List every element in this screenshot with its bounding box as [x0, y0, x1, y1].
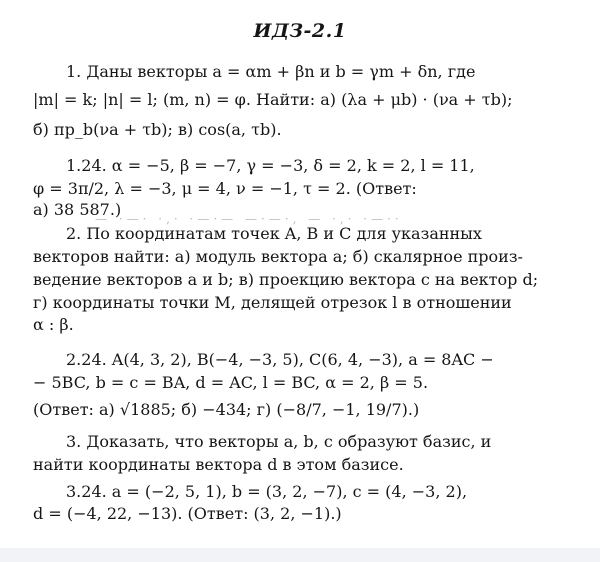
problem-3-24-line-2: d = (−4, 22, −13). (Ответ: (3, 2, −1).) [33, 504, 342, 523]
problem-1-24-answer: а) 38 587.) [33, 200, 122, 219]
problem-3-24-line-1: 3.24. a = (−2, 5, 1), b = (3, 2, −7), c = (4, −3, 2), [66, 482, 468, 501]
bottom-band [0, 548, 600, 562]
faded-print-through: — ·—· ·,· ·—·— —·—·, — ·,· ·—·· [95, 212, 403, 226]
problem-1-line-2: |m| = k; |n| = l; (m, n) = φ. Найти: а) (λa + μb) · (νa + τb); [33, 90, 513, 109]
problem-1-line-1: 1. Даны векторы a = αm + βn и b = γm + δn, где [66, 62, 476, 81]
problem-2-line-2: векторов найти: а) модуль вектора a; б) скалярное произ- [33, 247, 523, 266]
problem-2-24-answer: (Ответ: а) √1885; б) −434; г) (−8/7, −1, 19/7).) [33, 400, 420, 419]
problem-3-line-1: 3. Доказать, что векторы a, b, c образуют базис, и [66, 432, 492, 451]
problem-3-line-2: найти координаты вектора d в этом базисе. [33, 455, 404, 474]
problem-1-line-3: б) пр_b(νa + τb); в) cos(a, τb). [33, 120, 282, 139]
problem-2-line-1: 2. По координатам точек A, B и C для указанных [66, 224, 482, 243]
problem-1-24-line-2: φ = 3π/2, λ = −3, μ = 4, ν = −1, τ = 2. (Ответ: [33, 179, 417, 198]
problem-2-line-5: α : β. [33, 315, 74, 334]
problem-2-24-line-1: 2.24. A(4, 3, 2), B(−4, −3, 5), C(6, 4, −3), a = 8AC − [66, 350, 494, 369]
problem-1-24-line-1: 1.24. α = −5, β = −7, γ = −3, δ = 2, k = 2, l = 11, [66, 156, 475, 175]
page-title: ИДЗ-2.1 [253, 20, 347, 42]
problem-2-line-4: г) координаты точки M, делящей отрезок l в отношении [33, 293, 512, 312]
problem-2-line-3: ведение векторов a и b; в) проекцию вектора c на вектор d; [33, 270, 539, 289]
problem-2-24-line-2: − 5BC, b = c = BA, d = AC, l = BC, α = 2, β = 5. [33, 373, 429, 392]
